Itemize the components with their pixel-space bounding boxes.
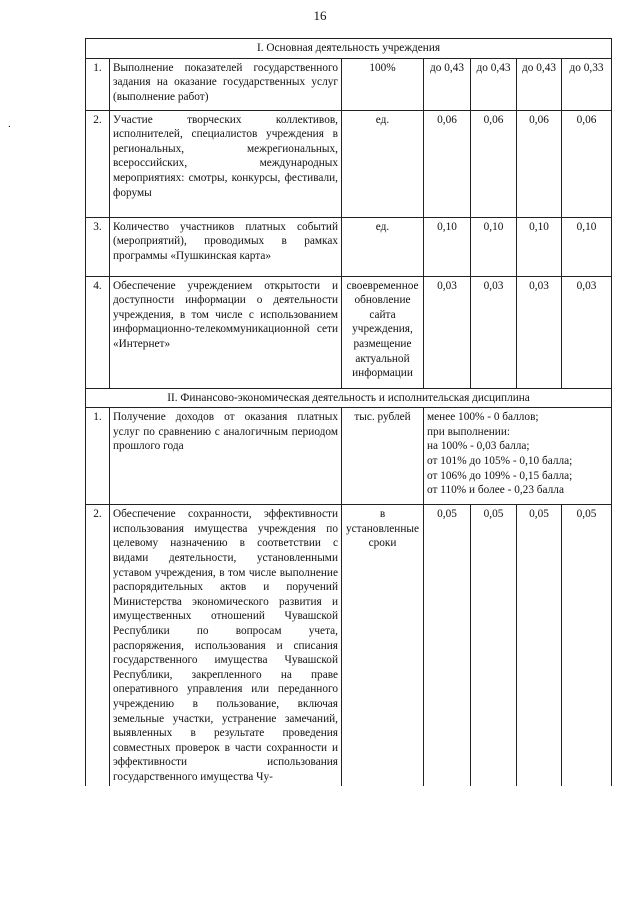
value-cell: 0,03 bbox=[562, 276, 612, 388]
criterion-name: Участие творческих коллективов, исполнителей, специалистов учреждения в региональных, межрегиональных, всероссийских, международных мероприятиях: смотры, конкурсы, фестивали, форумы bbox=[110, 110, 342, 217]
criterion-unit: своевременное обновление сайта учреждения, размещение актуальной информации bbox=[342, 276, 424, 388]
row-number: 1. bbox=[86, 58, 110, 110]
table-row bbox=[86, 408, 612, 505]
criterion-unit: тыс. рублей bbox=[342, 408, 424, 505]
value-cell: 0,05 bbox=[562, 505, 612, 787]
criterion-unit: 100% bbox=[342, 58, 424, 110]
value-cell: 0,10 bbox=[471, 217, 517, 276]
value-cell: 0,10 bbox=[562, 217, 612, 276]
page-number: 16 bbox=[313, 8, 327, 23]
criterion-name: Обеспечение сохранности, эффективности использования имущества учреждения по целевому назначению в соответствии с видами деятельности, установленными уставом учреждения, в том числе выполнение распорядительных актов и поручений Министерства экономического развития и имущественных отношений Чувашской Республики по вопросам учета, распоряжения, использования и списания государственного имущества Чувашской Республики, закрепленного на праве оперативного управления или переданного учреждению в пользование, включая земельные участки, устранение замечаний, выявленных в результате проведения совместных проверок в части сохранности и эффективности использования государственного имущества Чу- bbox=[110, 505, 342, 787]
criterion-unit: в установленные сроки bbox=[342, 505, 424, 787]
row-number: 4. bbox=[86, 276, 110, 388]
value-cell: до 0,33 bbox=[562, 58, 612, 110]
criterion-name: Обеспечение учреждением открытости и доступности информации о деятельности учреждения, в том числе с использованием информационно-телекоммуникационной сети «Интернет» bbox=[110, 276, 342, 388]
criterion-name: Получение доходов от оказания платных услуг по сравнению с аналогичным периодом прошлого года bbox=[110, 408, 342, 505]
section-header-row bbox=[86, 388, 612, 408]
table-row bbox=[86, 276, 612, 388]
value-cell: 0,05 bbox=[424, 505, 471, 787]
value-cell: до 0,43 bbox=[517, 58, 562, 110]
section-title: I. Основная деятельность учреждения bbox=[86, 39, 612, 59]
value-cell: 0,06 bbox=[517, 110, 562, 217]
criterion-name: Выполнение показателей государственного задания на оказание государственных услуг (выполнение работ) bbox=[110, 58, 342, 110]
table-row bbox=[86, 58, 612, 110]
scoring-scale: менее 100% - 0 баллов; при выполнении: на 100% - 0,03 балла; от 101% до 105% - 0,10 балла; от 106% до 109% - 0,15 балла; от 110% и более - 0,23 балла bbox=[424, 408, 612, 505]
value-cell: 0,10 bbox=[424, 217, 471, 276]
section-title: II. Финансово-экономическая деятельность и исполнительская дисциплина bbox=[86, 388, 612, 408]
criteria-table bbox=[85, 38, 612, 786]
row-number: 2. bbox=[86, 505, 110, 787]
table-row bbox=[86, 110, 612, 217]
row-number: 3. bbox=[86, 217, 110, 276]
criterion-unit: ед. bbox=[342, 217, 424, 276]
row-number: 1. bbox=[86, 408, 110, 505]
value-cell: 0,03 bbox=[471, 276, 517, 388]
row-number: 2. bbox=[86, 110, 110, 217]
criterion-unit: ед. bbox=[342, 110, 424, 217]
section-header-row bbox=[86, 39, 612, 59]
value-cell: 0,06 bbox=[424, 110, 471, 217]
value-cell: 0,10 bbox=[517, 217, 562, 276]
value-cell: 0,05 bbox=[471, 505, 517, 787]
table-row bbox=[86, 217, 612, 276]
value-cell: 0,03 bbox=[424, 276, 471, 388]
value-cell: 0,03 bbox=[517, 276, 562, 388]
stray-mark: . bbox=[8, 118, 11, 130]
value-cell: 0,05 bbox=[517, 505, 562, 787]
criterion-name: Количество участников платных событий (мероприятий), проводимых в рамках программы «Пушкинская карта» bbox=[110, 217, 342, 276]
value-cell: до 0,43 bbox=[424, 58, 471, 110]
value-cell: 0,06 bbox=[471, 110, 517, 217]
value-cell: 0,06 bbox=[562, 110, 612, 217]
value-cell: до 0,43 bbox=[471, 58, 517, 110]
table-row bbox=[86, 505, 612, 787]
